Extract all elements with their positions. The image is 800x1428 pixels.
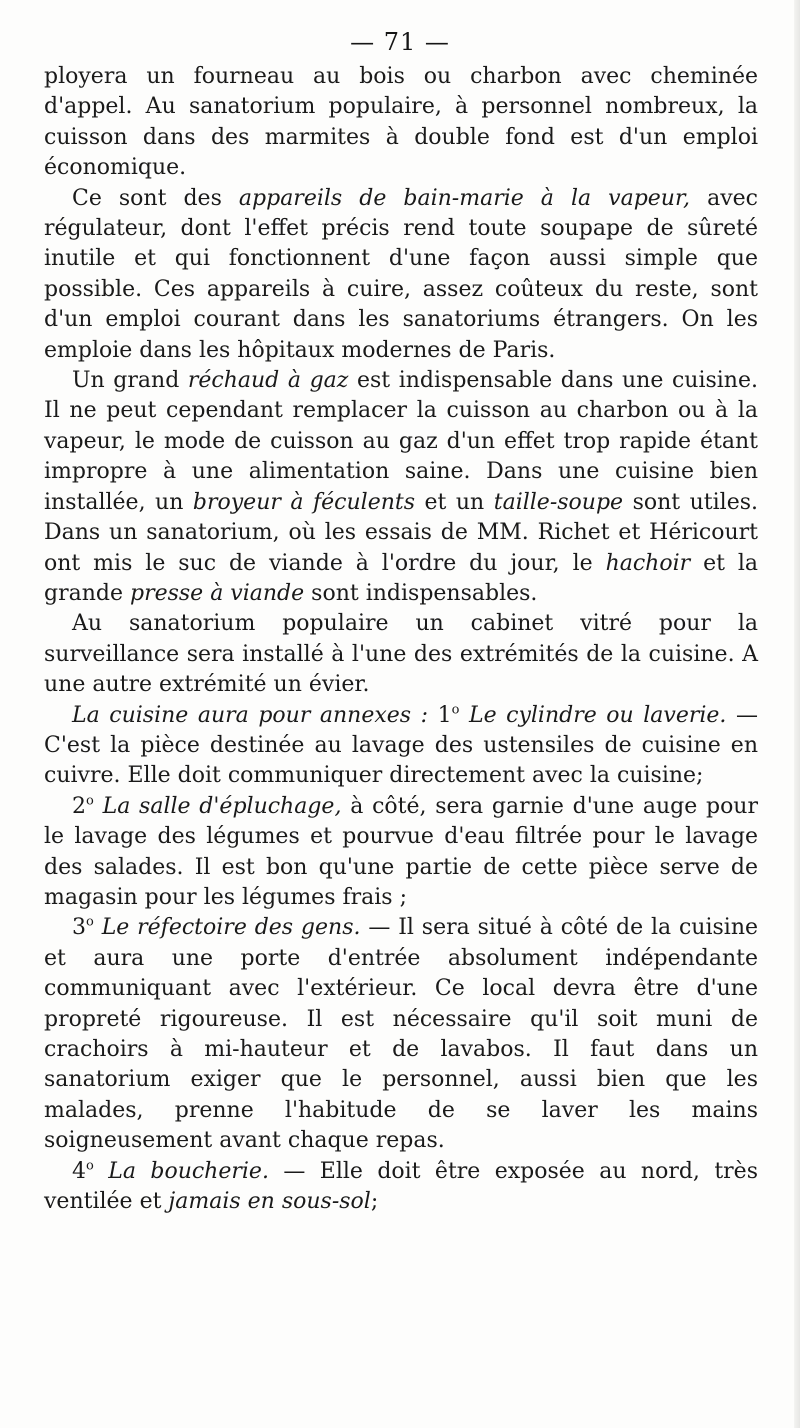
ordinal-superscript: o (86, 793, 94, 809)
text-run (94, 794, 103, 819)
text-run: est indispensable dans une cuisine. Il ne peut cependant remplacer la cuisson au charbon ou à la vapeur, le mode de cuisson au gaz d'un effet trop rapide étant impropre à une alimentation saine. Dans une cuisine bien installée, un (44, 368, 758, 515)
text-run: et un (415, 489, 494, 515)
text-run: ployera un fourneau au bois ou charbon avec cheminée d'appel. Au sanatorium populaire, à personnel nombreux, la cuisson dans des marmites à double fond est d'un emploi économique. (44, 64, 758, 181)
text-run: sont utiles. Dans un sanatorium, où les essais de MM. Richet et Héricourt ont mis le suc de viande à l'ordre du jour, le (44, 489, 758, 576)
paragraph (44, 184, 758, 366)
text-run (94, 915, 102, 940)
text-run: Un grand (72, 368, 188, 394)
page-edge-shadow (794, 0, 800, 1428)
text-run: et la grande (44, 550, 759, 606)
paragraph (44, 62, 758, 184)
text-run: avec régulateur, dont l'effet précis rend toute soupape de sûreté inutile et qui fonctionnent d'une façon aussi simple que possible. Ces appareils à cuire, assez coûteux du reste, sont d'un emploi courant dans les sanatoriums étrangers. On les emploie dans les hôpitaux modernes de Paris. (44, 185, 758, 363)
italic-term: La boucherie. (108, 1158, 269, 1184)
paragraph (44, 1157, 758, 1218)
text-run: 1 (428, 702, 452, 728)
text-run: 2 (72, 793, 86, 819)
text-run: sont indispensables. (304, 580, 538, 606)
italic-term: broyeur à féculents (192, 489, 416, 515)
ordinal-superscript: o (451, 702, 460, 718)
ordinal-superscript: o (86, 915, 94, 931)
text-run (94, 1159, 108, 1184)
italic-term: La salle d'épluchage, (102, 793, 342, 819)
paragraph (44, 701, 758, 792)
body-text (44, 62, 758, 1217)
italic-term: presse à viande (129, 580, 305, 606)
text-run: 4 (72, 1158, 86, 1184)
italic-term: jamais en sous-sol (168, 1189, 371, 1215)
paragraph (44, 609, 758, 700)
page-number: — 71 — (350, 28, 450, 56)
text-run: Au sanatorium populaire un cabinet vitré pour la surveillance sera installé à l'une des extrémités de la cuisine. A une autre extrémité un évier. (44, 611, 758, 698)
text-run: — Il sera situé à côté de la cuisine et aura une porte d'entrée absolument indépendante communiquant avec l'extérieur. Ce local devra être d'une propreté rigoureuse. Il est nécessaire qu'il soit muni de crachoirs à mi-hauteur et de lavabos. Il faut dans un sanatorium exiger que le personnel, aussi bien que les malades, prenne l'habitude de se laver les mains soigneusement avant chaque repas. (44, 915, 759, 1154)
text-run (459, 703, 469, 728)
italic-term: appareils de bain-marie à la vapeur, (238, 185, 691, 211)
text-run: — Elle doit être exposée au nord, très ventilée et (44, 1158, 758, 1215)
ordinal-superscript: o (86, 1158, 94, 1174)
text-run: ; (370, 1189, 379, 1215)
text-run: à côté, sera garnie d'une auge pour le lavage des légumes et pourvue d'eau filtrée pour le lavage des salades. Il est bon qu'une partie de cette pièce serve de magasin pour les légumes frais ; (44, 793, 758, 910)
italic-term: réchaud à gaz (187, 368, 349, 394)
italic-term: Le cylindre ou laverie. (468, 702, 727, 728)
paragraph (44, 366, 758, 609)
italic-term: Le réfectoire des gens. (101, 915, 361, 941)
paragraph (44, 913, 758, 1156)
italic-term: hachoir (605, 550, 691, 576)
text-run: Ce sont des (72, 185, 239, 211)
italic-term: La cuisine aura pour annexes : (72, 702, 429, 728)
text-run: — C'est la pièce destinée au lavage des ustensiles de cuisine en cuivre. Elle doit communiquer directement avec la cuisine; (44, 702, 758, 789)
text-run: 3 (72, 915, 86, 941)
italic-term: taille-soupe (493, 489, 624, 515)
paragraph (44, 792, 758, 914)
